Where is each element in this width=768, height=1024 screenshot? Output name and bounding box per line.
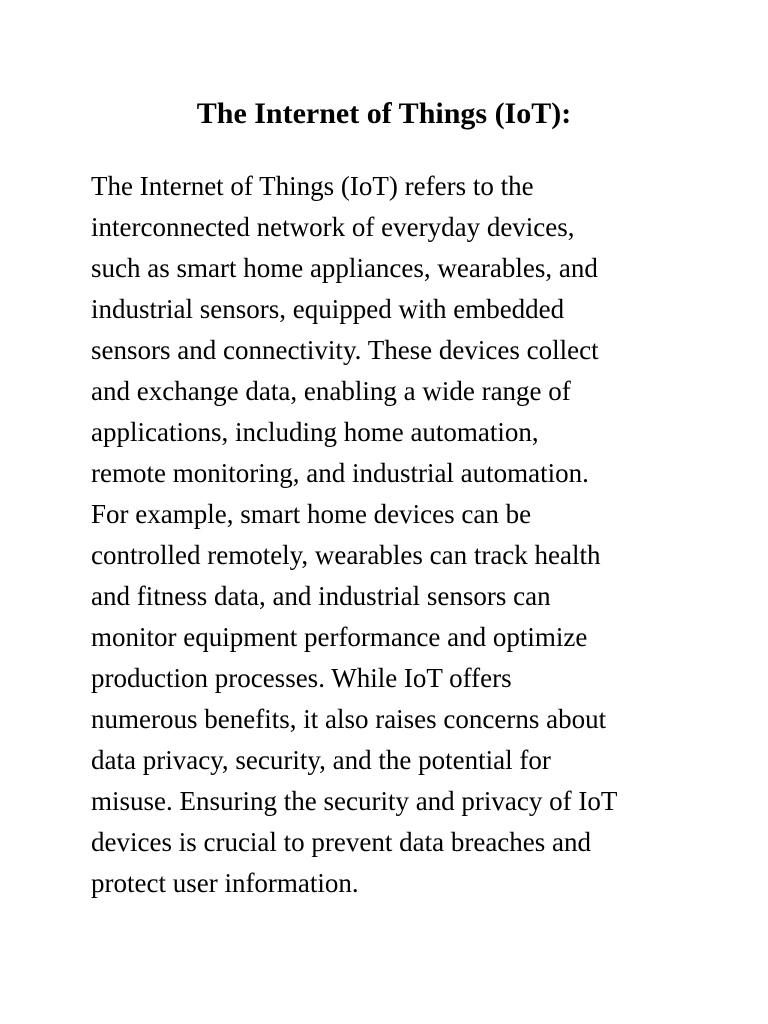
body-line: devices is crucial to prevent data breaches and (91, 827, 592, 857)
body-line: data privacy, security, and the potential for (91, 745, 551, 775)
body-line: and exchange data, enabling a wide range of (91, 376, 571, 406)
body-line: numerous benefits, it also raises concerns about (91, 704, 607, 734)
body-paragraph (91, 166, 691, 904)
body-line: and fitness data, and industrial sensors can (91, 581, 551, 611)
body-line: interconnected network of everyday devices, (91, 212, 575, 242)
body-line: remote monitoring, and industrial automation. (91, 458, 589, 488)
body-line: applications, including home automation, (91, 417, 539, 447)
body-line: protect user information. (91, 868, 359, 898)
document-title: The Internet of Things (IoT): (196, 97, 572, 130)
body-line: industrial sensors, equipped with embedded (91, 294, 565, 324)
body-line: production processes. While IoT offers (91, 663, 512, 693)
body-line: For example, smart home devices can be (91, 499, 532, 529)
body-line: misuse. Ensuring the security and privacy of IoT (91, 786, 618, 816)
body-line: controlled remotely, wearables can track health (91, 540, 601, 570)
body-line: sensors and connectivity. These devices collect (91, 335, 599, 365)
body-line: monitor equipment performance and optimize (91, 622, 588, 652)
body-line: such as smart home appliances, wearables, and (91, 253, 598, 283)
body-line: The Internet of Things (IoT) refers to the (91, 171, 534, 201)
